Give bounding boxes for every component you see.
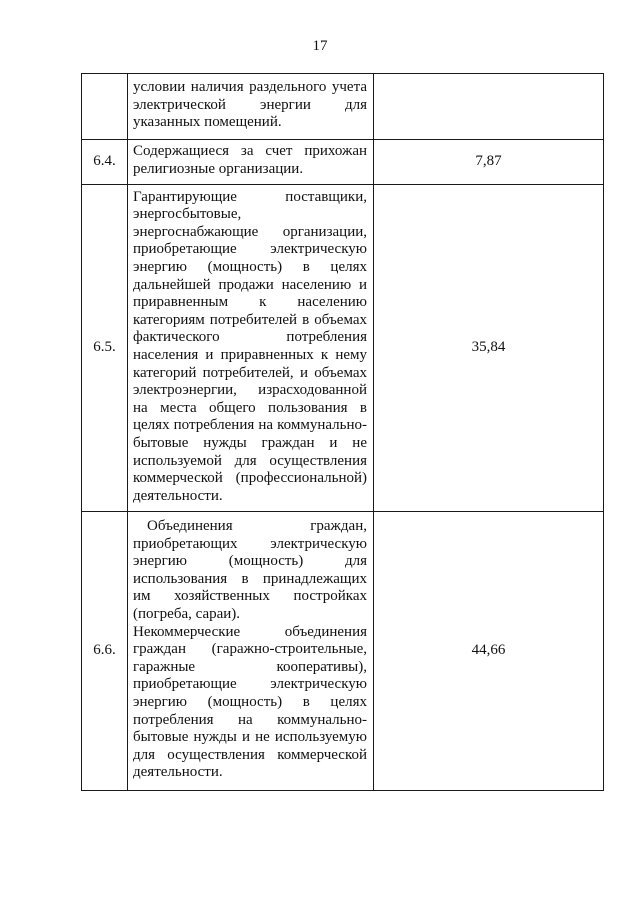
row-number: 6.6. — [82, 512, 128, 791]
row-number: 6.5. — [82, 185, 128, 512]
category-text: Содержащиеся за счет прихожан религиозные организации. — [133, 143, 367, 177]
tariff-value — [374, 74, 604, 140]
tariff-value: 7,87 — [374, 140, 604, 185]
category-text: условии наличия раздельного учета электрической энергии для указанных помещений. — [133, 79, 367, 131]
row-number — [82, 74, 128, 140]
table-row — [82, 140, 604, 185]
tariff-value: 35,84 — [374, 185, 604, 512]
table-row — [82, 185, 604, 512]
consumer-category — [128, 140, 374, 185]
consumer-category — [128, 74, 374, 140]
page-number: 17 — [312, 38, 328, 54]
tariff-table — [81, 73, 604, 791]
consumer-category — [128, 512, 374, 791]
row-number: 6.4. — [82, 140, 128, 185]
category-text: Объединения граждан, приобретающих электрическую энергию (мощность) для использования в принадлежащих им хозяйственных постройках (погреба, сараи). — [133, 518, 367, 623]
table-row — [82, 512, 604, 791]
category-text: Гарантирующие поставщики, энергосбытовые, энергоснабжающие организации, приобретающие электрическую энергию (мощность) в целях дальнейшей продажи населению и приравненным к населению категориям потребителей в объемах фактического потребления населения и приравненных к нему категорий потребителей, и объемах электроэнергии, израсходованной на места общего пользования в целях потребления на коммунально-бытовые нужды граждан и не используемой для осуществления коммерческой (профессиональной) деятельности. — [133, 188, 367, 504]
category-text: Некоммерческие объединения граждан (гаражно-строительные, гаражные кооперативы), приобретающие электрическую энергию (мощность) в целях потребления на коммунально-бытовые нужды и не используемую для осуществления коммерческой деятельности. — [133, 623, 367, 781]
consumer-category — [128, 185, 374, 512]
table-row — [82, 74, 604, 140]
tariff-value: 44,66 — [374, 512, 604, 791]
